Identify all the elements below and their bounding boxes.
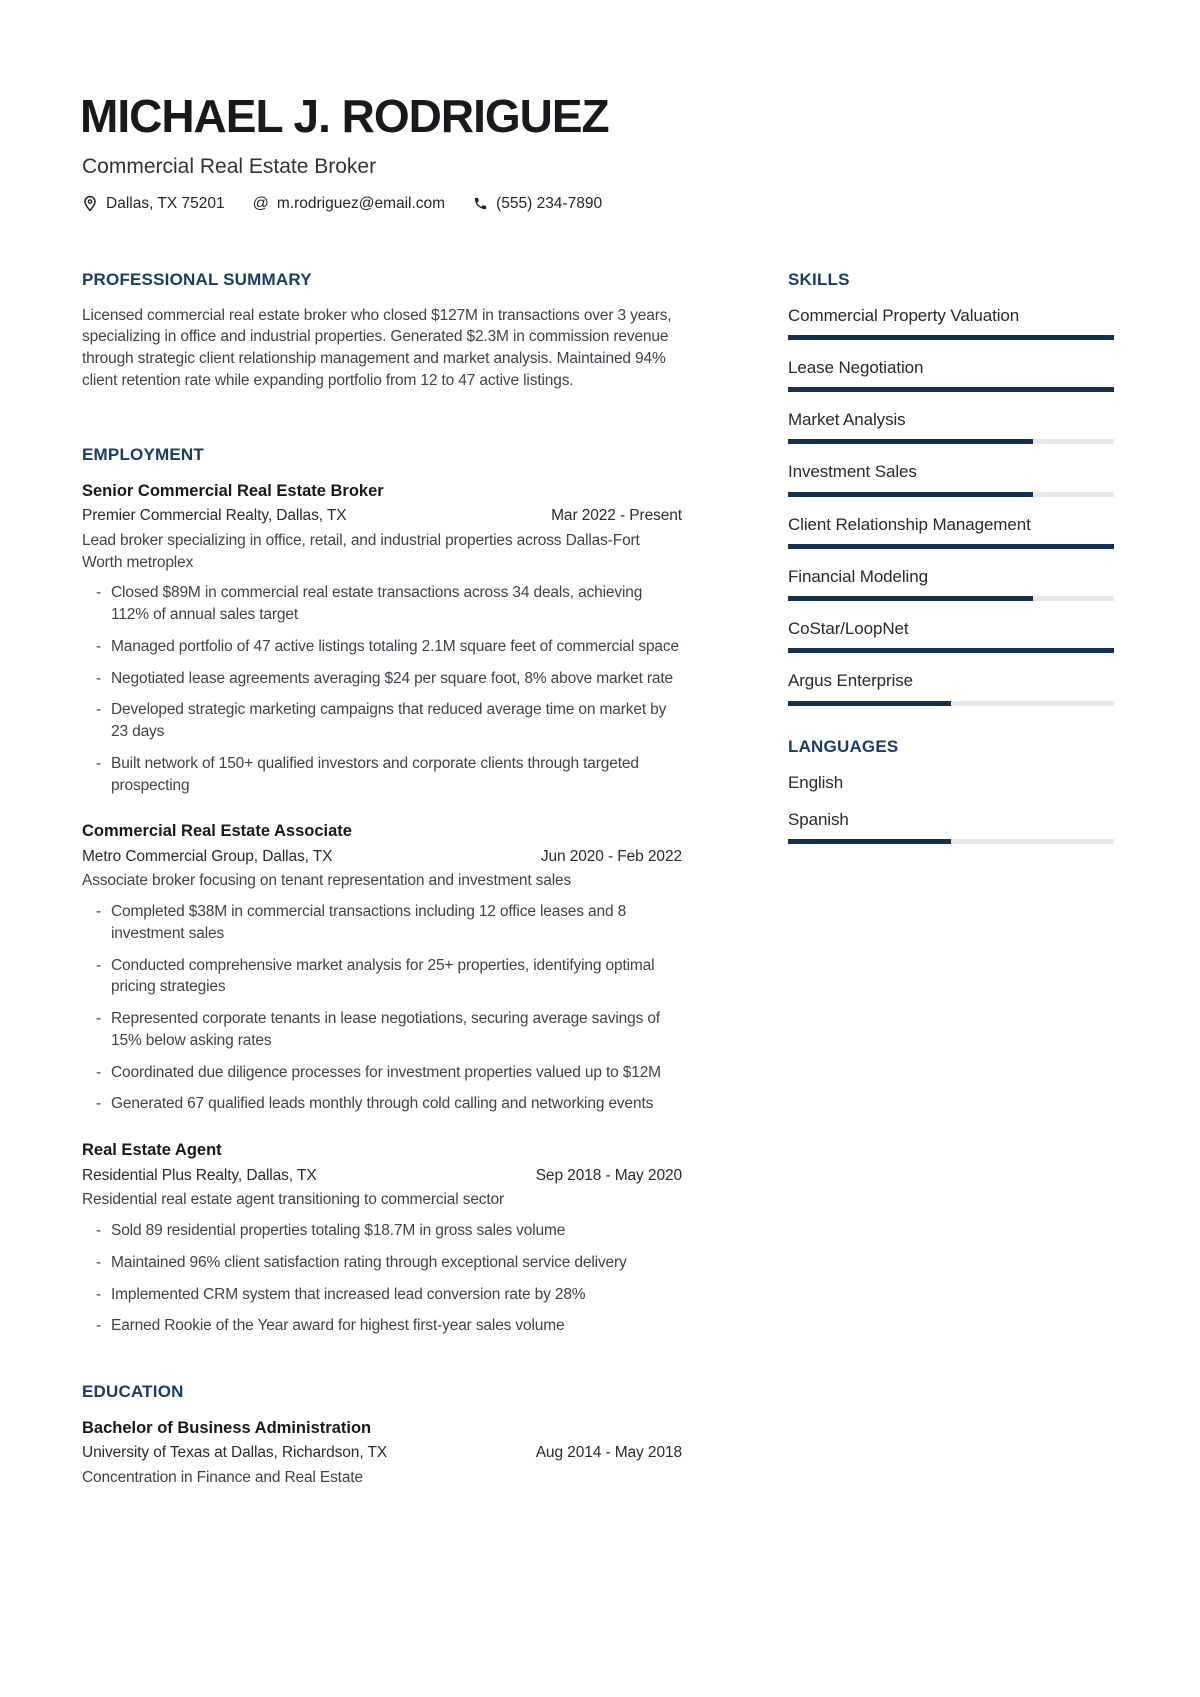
skill-label: Client Relationship Management [788,514,1031,534]
skill-item [788,409,1114,444]
skill-bar-fill [788,596,1033,601]
bullet-text: Earned Rookie of the Year award for highest first-year sales volume [111,1317,565,1335]
bullet-marker: - [96,1063,102,1081]
bullet-text: Closed $89M in commercial real estate transactions across 34 deals, achieving 112% of annual sales target [111,584,643,624]
skill-bar-fill [788,544,1114,549]
bullet-item [96,901,682,945]
skill-label: Financial Modeling [788,566,928,586]
location-pin-icon [82,195,98,212]
bullet-marker: - [96,1010,102,1028]
bullet-text: Conducted comprehensive market analysis for 25+ properties, identifying optimal pricing strategies [111,956,655,996]
job-title-subtitle: Commercial Real Estate Broker [82,155,377,179]
bullet-item [96,955,682,999]
bullet-text: Generated 67 qualified leads monthly through cold calling and networking events [111,1095,654,1113]
content-columns [82,269,1113,1489]
bullet-marker: - [96,903,102,921]
bullet-item [96,1220,682,1242]
job-company-row [82,846,682,868]
bullet-text: Sold 89 residential properties totaling $18.7M in gross sales volume [111,1221,566,1239]
skill-item [788,670,1114,705]
section-employment [82,444,682,1337]
skill-bar-track [788,596,1114,601]
skill-label: Market Analysis [788,410,906,430]
skill-bar-track [788,492,1114,497]
skill-bar-track [788,387,1114,392]
phone-icon [473,196,488,211]
job-title: Senior Commercial Real Estate Broker [82,481,384,500]
main-column [82,269,682,1489]
skill-item [788,514,1114,549]
contact-location-text: Dallas, TX 75201 [106,194,225,212]
job-title: Real Estate Agent [82,1141,222,1160]
section-skills [788,269,1114,706]
contact-row [82,195,1113,213]
bullet-marker: - [96,754,102,772]
bullet-item [96,636,682,658]
bullet-item [96,668,682,690]
bullet-item [96,1008,682,1052]
bullet-item [96,1093,682,1115]
bullet-marker: - [96,1317,102,1335]
job-dates: Sep 2018 - May 2020 [535,1166,682,1184]
skill-label: Lease Negotiation [788,357,924,377]
education-heading: EDUCATION [82,1382,184,1402]
summary-heading: PROFESSIONAL SUMMARY [82,269,312,289]
bullet-item [96,1315,682,1337]
education-degree: Bachelor of Business Administration [82,1419,372,1438]
bullet-text: Implemented CRM system that increased lead conversion rate by 28% [111,1285,586,1303]
skill-bar-track [788,701,1114,706]
skill-bar-fill [788,648,1114,653]
skill-bar-track [788,648,1114,653]
job-bullet-list [96,582,682,796]
bullet-marker: - [96,1095,102,1113]
contact-phone [473,195,602,213]
education-school-row [82,1442,682,1464]
skill-item [788,305,1114,340]
contact-phone-text: (555) 234-7890 [496,194,603,212]
bullet-text: Represented corporate tenants in lease negotiations, securing average savings of 15% below asking rates [111,1010,660,1049]
language-label: Spanish [788,809,849,829]
job-bullet-list [96,901,682,1115]
bullet-item [96,1252,682,1274]
bullet-item [96,753,682,797]
job-entry-agent [82,1139,682,1337]
bullet-marker: - [96,1285,102,1303]
employment-heading: EMPLOYMENT [82,444,204,464]
summary-text: Licensed commercial real estate broker who closed $127M in transactions over 3 years, specializing in office and industrial properties. Generated $2.3M in commission revenue through strategic client relationship management and market analysis. Maintained 94% client retention rate while expanding portfolio from 12 to 47 active listings. [82,306,672,389]
job-bullet-list [96,1220,682,1337]
job-description: Lead broker specializing in office, retail, and industrial properties across Dallas-Fort Worth metroplex [82,531,640,571]
education-school: University of Texas at Dallas, Richardson, TX [82,1444,388,1462]
job-company-row [82,505,682,527]
section-professional-summary [82,269,682,392]
language-bar-fill [788,839,951,844]
section-languages [788,736,1114,845]
job-description: Residential real estate agent transitioning to commercial sector [82,1191,505,1209]
skill-label: Argus Enterprise [788,671,914,691]
skills-heading: SKILLS [788,269,850,289]
skill-label: Investment Sales [788,462,917,482]
job-company: Metro Commercial Group, Dallas, TX [82,847,333,865]
sidebar-column [788,269,1114,1489]
bullet-text: Developed strategic marketing campaigns that reduced average time on market by 23 days [111,701,667,741]
skill-bar-fill [788,439,1033,444]
bullet-marker: - [96,1253,102,1271]
bullet-text: Managed portfolio of 47 active listings totaling 2.1M square feet of commercial space [111,637,679,655]
skill-bar-track [788,544,1114,549]
skill-bar-track [788,439,1114,444]
education-dates: Aug 2014 - May 2018 [535,1444,682,1462]
bullet-marker: - [96,956,102,974]
job-company-row [82,1165,682,1187]
bullet-marker: - [96,669,102,687]
bullet-item [96,582,682,626]
job-entry-associate [82,820,682,1115]
language-item [788,809,1114,844]
bullet-marker: - [96,1221,102,1239]
job-entry-senior-broker [82,480,682,797]
skill-bar-fill [788,701,951,706]
skill-bar-fill [788,492,1033,497]
skill-bar-track [788,335,1114,340]
skill-item [788,566,1114,601]
resume-header [82,92,1113,213]
bullet-text: Coordinated due diligence processes for investment properties valued up to $12M [111,1063,661,1081]
language-item [788,772,1114,793]
bullet-text: Completed $38M in commercial transactions including 12 office leases and 8 investment sales [111,903,627,942]
job-company: Residential Plus Realty, Dallas, TX [82,1166,317,1184]
skill-label: Commercial Property Valuation [788,305,1020,325]
bullet-marker: - [96,701,102,719]
job-description: Associate broker focusing on tenant representation and investment sales [82,872,572,890]
skill-bar-fill [788,335,1114,340]
name-heading: MICHAEL J. RODRIGUEZ [80,90,609,142]
job-title: Commercial Real Estate Associate [82,822,352,841]
skill-item [788,618,1114,653]
job-dates: Jun 2020 - Feb 2022 [540,847,682,865]
language-bar-track [788,839,1114,844]
bullet-text: Negotiated lease agreements averaging $24 per square foot, 8% above market rate [111,669,674,687]
languages-heading: LANGUAGES [788,736,899,756]
bullet-text: Built network of 150+ qualified investors and corporate clients through targeted prospecting [111,754,639,794]
bullet-marker: - [96,584,102,602]
job-dates: Mar 2022 - Present [551,507,682,525]
contact-location [82,195,225,213]
contact-email [253,195,445,213]
skill-item [788,357,1114,392]
skill-item [788,461,1114,496]
section-education [82,1381,682,1489]
bullet-marker: - [96,637,102,655]
skill-bar-fill [788,387,1114,392]
job-company: Premier Commercial Realty, Dallas, TX [82,507,347,525]
contact-email-text: m.rodriguez@email.com [276,194,446,212]
bullet-text: Maintained 96% client satisfaction rating through exceptional service delivery [111,1253,627,1271]
skill-label: CoStar/LoopNet [788,619,909,639]
bullet-item [96,699,682,743]
education-note: Concentration in Finance and Real Estate [82,1469,363,1487]
language-label: English [788,772,844,792]
bullet-item [96,1062,682,1084]
bullet-item [96,1284,682,1306]
email-at-icon: @ [252,194,269,212]
